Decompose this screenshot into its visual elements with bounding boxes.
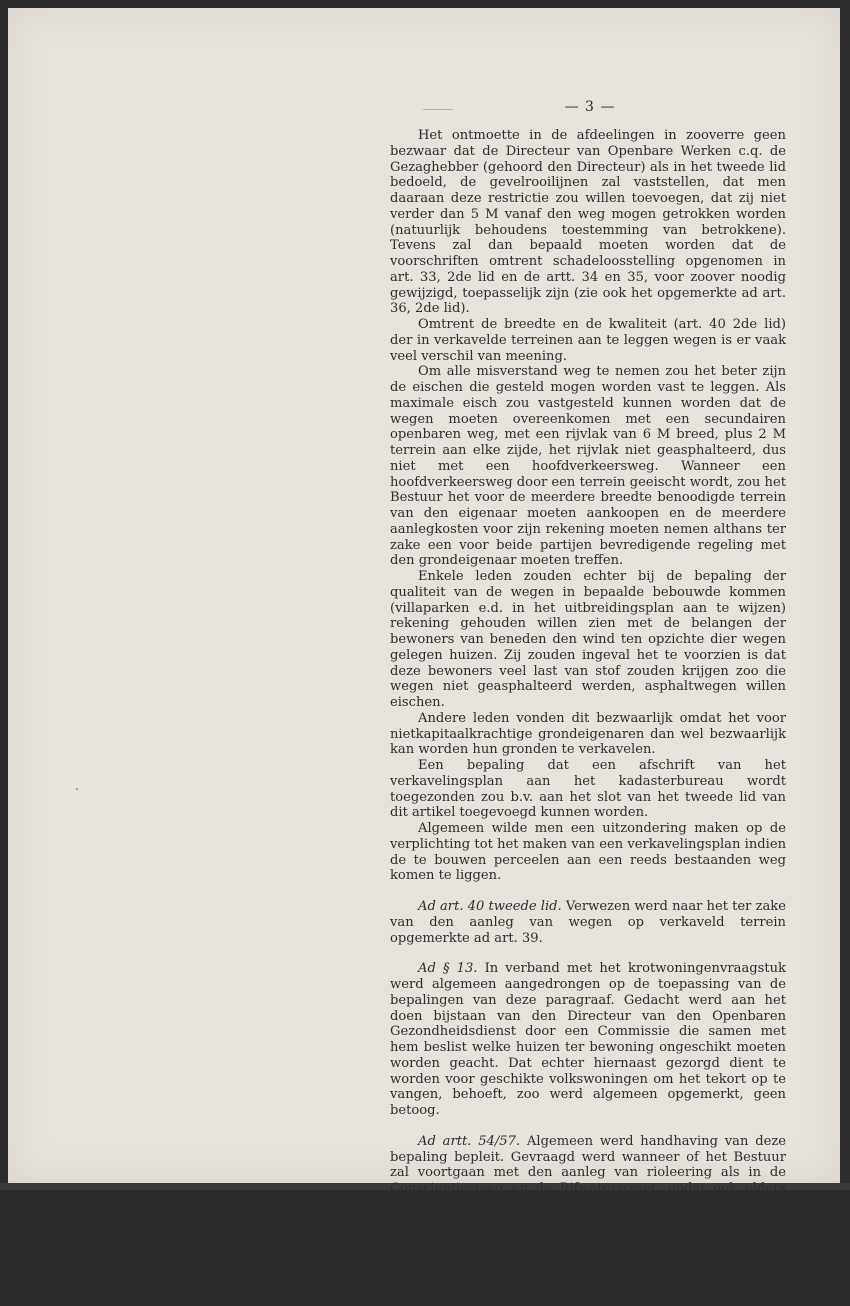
paragraph: Om alle misverstand weg te nemen zou het beter zijn de eischen die gesteld mogen worden vast te leggen. Als maximale eisch zou vastgesteld kunnen worden dat de wegen moeten overeenkomen met een secundairen openbaren weg, met een rijvlak van 6 M breed, plus 2 M terrein aan elke zijde, het rijvlak niet geasphalteerd, dus niet met een hoofdverkeersweg. Wanneer een hoofdverkeersweg door een terrein geeischt wordt, zou het Bestuur het voor de meerdere breedte benoodigde terrein van den eigenaar moeten aankoopen en de meerdere aanlegkosten voor zijn rekening moeten nemen althans ter zake een voor beide partijen bevredigende regeling met den grondeigenaar moeten treffen. — [390, 364, 786, 569]
scan-top-edge — [0, 0, 850, 8]
paragraph: Omtrent de breedte en de kwaliteit (art. 40 2de lid) der in verkavelde terreinen aan te leggen wegen is er vaak veel verschil van meening. — [390, 317, 786, 364]
section-body: Men gaf in de afdeelingen algemeen de voorkeur aan een commissie bestaande uit onafhankelijke personen uit de burgerij als beroepsinstantie van de beslissingen van den Directeur van Openbare Werken c.q. Gezag- — [390, 1228, 786, 1306]
paper-speck — [76, 788, 78, 790]
paragraph: Andere leden vonden dit bezwaarlijk omdat het voor nietkapitaalkrachtige grondeigenaren dan wel bezwaarlijk kan worden hun gronden te verkavelen. — [390, 711, 786, 758]
section-par-15 — [390, 1228, 786, 1306]
section-heading: Ad art. 40 tweede lid. — [418, 899, 562, 914]
section-body: Verwezen werd naar het ter zake van den aanleg van wegen op verkaveld terrein opgemerkte ad art. 39. — [390, 899, 786, 946]
paragraph: Het ontmoette in de afdeelingen in zooverre geen bezwaar dat de Directeur van Openbare Werken c.q. de Gezaghebber (gehoord den Directeur) als in het tweede lid bedoeld, de gevelrooilijnen zal vaststellen, dat men daaraan deze restrictie zou willen toevoegen, dat zij niet verder dan 5 M vanaf den weg mogen getrokken worden (natuurlijk behoudens toestemming van betrokkene). Tevens zal dan bepaald moeten worden dat de voorschriften omtrent schadeloosstelling opgenomen in art. 33, 2de lid en de artt. 34 en 35, voor zoover noodig gewijzigd, toepasselijk zijn (zie ook het opgemerkte ad art. 36, 2de lid). — [390, 128, 786, 317]
paragraph: Een bepaling dat een afschrift van het verkavelingsplan aan het kadasterbureau wordt toegezonden zou b.v. aan het slot van het tweede lid van dit artikel toegevoegd kunnen worden. — [390, 758, 786, 821]
section-art-40 — [390, 899, 786, 946]
faint-pencil-mark — [423, 109, 453, 110]
section-heading: Ad § 15. Hooger beroep. — [418, 1228, 592, 1243]
section-par-13 — [390, 961, 786, 1119]
section-body: In verband met het krotwoningenvraagstuk werd algemeen aangedrongen op de toepassing van de bepalingen van deze paragraaf. Gedacht werd aan het doen bijstaan van den Directeur van den Openbaren Gezondheidsdienst door een Commissie die samen met hem beslist welke huizen ter bewoning ongeschikt moeten worden geacht. Dat echter hiernaast gezorgd dient te worden voor geschikte volkswoningen om het tekort op te vangen, behoeft, zoo werd algemeen opgemerkt, geen betoog. — [390, 961, 786, 1118]
section-body: Algemeen werd handhaving van deze bepaling bepleit. Gevraagd werd wanneer of het Bestuur zal voortgaan met den aanleg van rioleering als in de Conscientiesteeg en de Rifwaterstraat, opdat ook elders art. 57 zal kunnen worden toegepast. — [390, 1134, 786, 1212]
scan-right-edge — [841, 0, 850, 1190]
paragraph: Enkele leden zouden echter bij de bepaling der qualiteit van de wegen in bepaalde bebouwde kommen (villaparken e.d. in het uitbreidingsplan aan te wijzen) rekening gehouden willen zien met de belangen der bewoners van beneden den wind ten opzichte dier wegen gelegen huizen. Zij zouden ingeval het te voorzien is dat deze bewoners veel last van stof zouden krijgen zoo die wegen niet geasphalteerd werden, asphaltwegen willen eischen. — [390, 569, 786, 711]
page-number: — 3 — — [560, 99, 620, 115]
paragraph: Algemeen wilde men een uitzondering maken op de verplichting tot het maken van een verkavelingsplan indien de te bouwen perceelen aan een reeds bestaanden weg komen te liggen. — [390, 821, 786, 884]
body-text-column — [390, 128, 786, 1306]
section-artt-54-57 — [390, 1134, 786, 1213]
section-heading: Ad artt. 54/57. — [418, 1134, 520, 1149]
section-heading: Ad § 13. — [418, 961, 477, 976]
